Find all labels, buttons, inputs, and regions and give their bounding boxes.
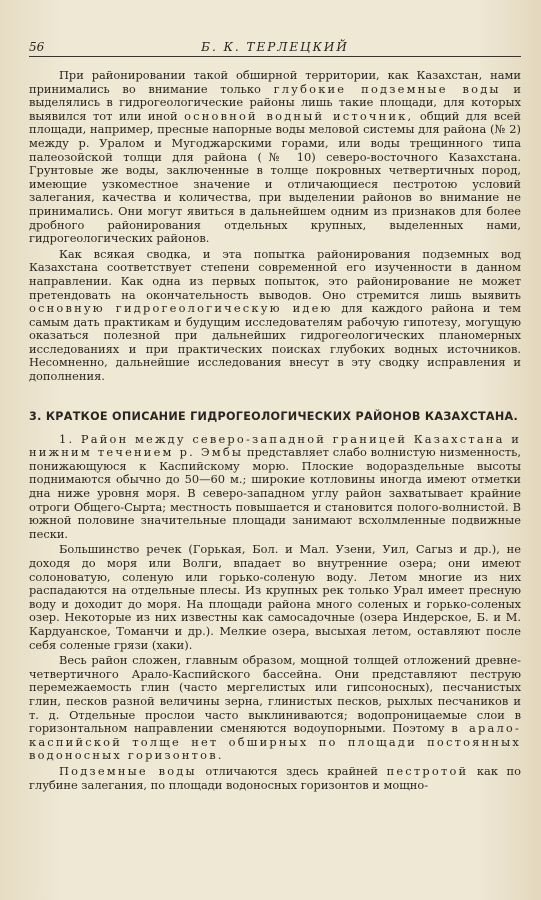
spaced-emphasis: в арало-каспийской толще нет обширных по площади постоянных водоносных горизонтов. [29, 721, 522, 763]
text-span: При районировании такой обширной территории, как Казахстан, нами принимались во внимание только [29, 68, 521, 96]
spaced-emphasis: основную гидрогеологическую идею [29, 301, 333, 316]
text-span: и выделялись в гидрогеологические районы лишь такие площади, для которых выявился тот или иной [29, 81, 521, 123]
page-header [29, 40, 521, 57]
spaced-emphasis: пестротой [386, 763, 469, 778]
text-span: отличаются здесь крайней [205, 763, 378, 778]
paragraph-summary-attempt [29, 248, 521, 384]
text-span: Весь район сложен, главным образом, мощной толщей отложений древне-четвертичного Арало-Каспийского бассейна. Они представляют пеструю перемежаемость глин (часто мергелистых или гипсоносных), песчанистых глин, песков разной величины зерна, глинистых песков, рыхлых песчаников и т. д. Отдельные прослои часто выклиниваются; водопроницаемые слои в горизонтальном направлении сменяются водоупорными. Поэтому [29, 653, 521, 736]
paragraph-districting-principles [29, 69, 521, 246]
running-head: Б. К. ТЕРЛЕЦКИЙ [201, 40, 349, 54]
page-number: 56 [29, 40, 45, 54]
text-span: для каждого района и тем самым дать практикам и будущим исследователям рабочую гипотезу, могущую оказаться полезной при дальнейших гидрогеологических планомерных исследованиях и при практических поисках глубоких водных источников. Несомненно, дальнейшие исследования внесут в эту сводку исправления и дополнения. [29, 301, 522, 384]
section-heading: 3. КРАТКОЕ ОПИСАНИЕ ГИДРОГЕОЛОГИЧЕСКИХ РАЙОНОВ КАЗАХСТАНА. [29, 409, 519, 423]
paragraph-district-1 [29, 433, 521, 542]
text-span: Как всякая сводка, и эта попытка районирования подземных вод Казахстана соответствует степени современной его изученности в данном направлении. Как одна из первых попыток, это районирование не может претендовать на окончательность выводов. Оно стремится лишь выявить [29, 246, 521, 302]
spaced-emphasis: основной водный источник, [184, 108, 414, 123]
text-span: как по глубине залегания, по площади водоносных горизонтов и мощно- [29, 763, 521, 792]
spaced-emphasis: 1. Район между северо-западной границей Казахстана и нижним течением р. Эмбы [29, 431, 521, 460]
paragraph-rivers-lakes: Большинство речек (Горькая, Бол. и Мал. Узени, Уил, Сагыз и др.), не доходя до моря или Волги, впадает во внутренние озера; они имеют солоноватую, соленую или горько-соленую воду. Летом многие из них распадаются на отдельные плесы. Из крупных рек только Урал имеет пресную воду и доходит до моря. На площади района много соленых и горько-соленых озер. Некоторые из них известны как самосадочные (озера Индерское, Б. и М. Кардуанское, Томанчи и др.). Мелкие озера, высыхая летом, оставляют после себя соленые грязи (хаки). [29, 542, 521, 652]
text-span: общий для всей площади, например, пресные напорные воды меловой системы для района (№ 2) между р. Уралом и Мугоджарскими горами, или воды трещинного типа палеозойской толщи для района (№ 10) северо-восточного Казахстана. Грунтовые же воды, заключенные в толще покровных четвертичных пород, имеющие узкоместное значение и отличающиеся пестротою условий залегания, качества и количества, при выделении районов во внимание не принимались. Они могут явиться в дальнейшем одним из признаков для более дробного районирования отдельных крупных, выделенных нами, гидрогеологических районов. [29, 108, 521, 246]
spaced-emphasis: глубокие подземные воды [273, 81, 501, 96]
paragraph-geology [29, 654, 521, 763]
paragraph-groundwater [29, 765, 521, 792]
spaced-emphasis: Подземные воды [59, 763, 197, 778]
text-span: представляет слабо волнистую низменность, понижающуюся к Каспийскому морю. Плоские водораздельные высоты поднимаются обычно до 50—60 м.; широкие котловины иногда имеют отметки дна ниже уровня моря. В северо-западном углу район захватывает крайние отроги Общего-Сырта; местность повышается и становится полого-волнистой. В южной половине значительные площади занимают всхолмленные подвижные пески. [29, 445, 521, 541]
